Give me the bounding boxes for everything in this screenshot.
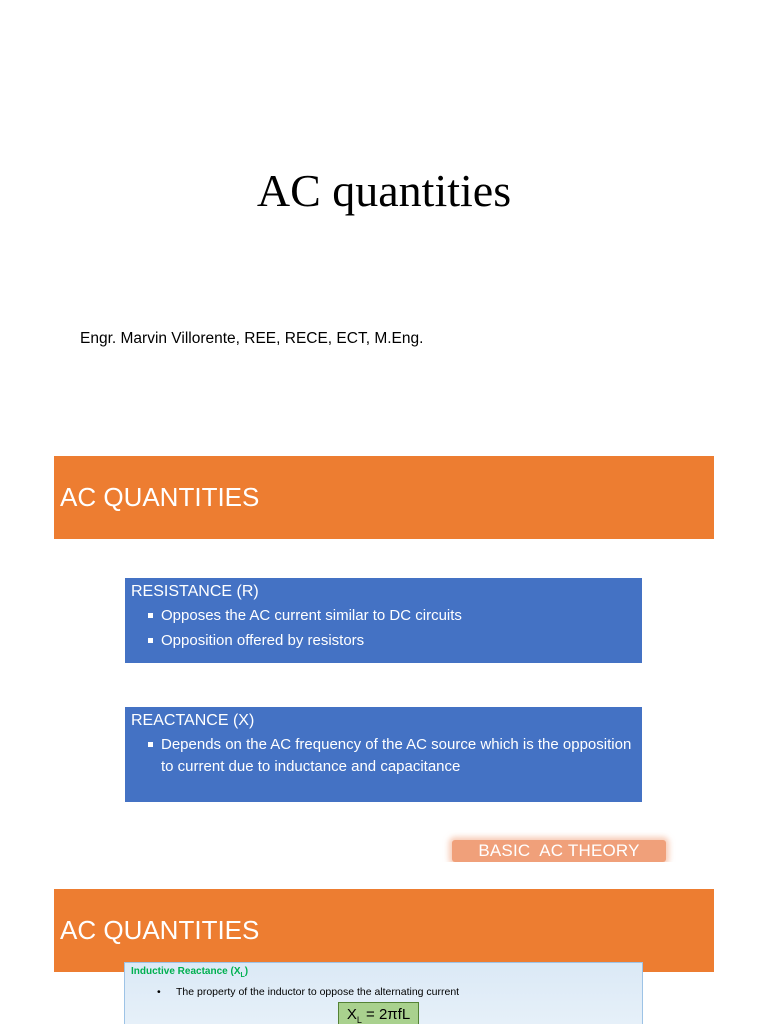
formula-box (338, 1002, 419, 1024)
resistance-list (131, 605, 636, 652)
bullet-text: Opposes the AC current similar to DC circuits (161, 607, 462, 624)
title-band (54, 889, 714, 972)
inductive-reactance-box (124, 962, 643, 1024)
bullet-text: Depends on the AC frequency of the AC source which is the opposition to current due to inductance and capacitance (161, 736, 632, 775)
reactance-box (125, 707, 642, 802)
section-tag: BASIC AC THEORY (452, 840, 666, 862)
slide-2 (0, 430, 768, 862)
slide-1 (0, 0, 768, 430)
reactance-heading: REACTANCE (X) (131, 712, 255, 729)
list-item (161, 605, 636, 627)
reactance-list (131, 734, 636, 778)
list-item (161, 630, 636, 652)
slide-title: AC quantities (256, 165, 512, 216)
bullet-text: Opposition offered by resistors (161, 632, 365, 649)
band-title: AC QUANTITIES (60, 915, 260, 945)
inductive-bullet-text: The property of the inductor to oppose the alternating current (176, 986, 460, 998)
inductive-heading-text: Inductive Reactance (X (131, 966, 241, 977)
formula-rhs: = 2πfL (361, 1006, 411, 1023)
bullet-dot: • (157, 986, 161, 998)
inductive-heading-end: ) (244, 966, 249, 977)
square-bullet-icon (148, 742, 153, 747)
resistance-box (125, 578, 642, 663)
square-bullet-icon (148, 638, 153, 643)
slide-3 (0, 862, 768, 1024)
square-bullet-icon (148, 613, 153, 618)
formula-sub: L (356, 1015, 362, 1024)
title-band (54, 456, 714, 539)
inductive-heading (131, 966, 248, 979)
formula-var: X (346, 1006, 357, 1023)
inductive-heading-sub: L (240, 972, 245, 979)
author-line: Engr. Marvin Villorente, REE, RECE, ECT, M.Eng. (80, 330, 424, 347)
resistance-heading: RESISTANCE (R) (131, 583, 259, 600)
inductive-bullet (157, 986, 459, 998)
band-title: AC QUANTITIES (60, 482, 260, 512)
list-item (161, 734, 636, 778)
